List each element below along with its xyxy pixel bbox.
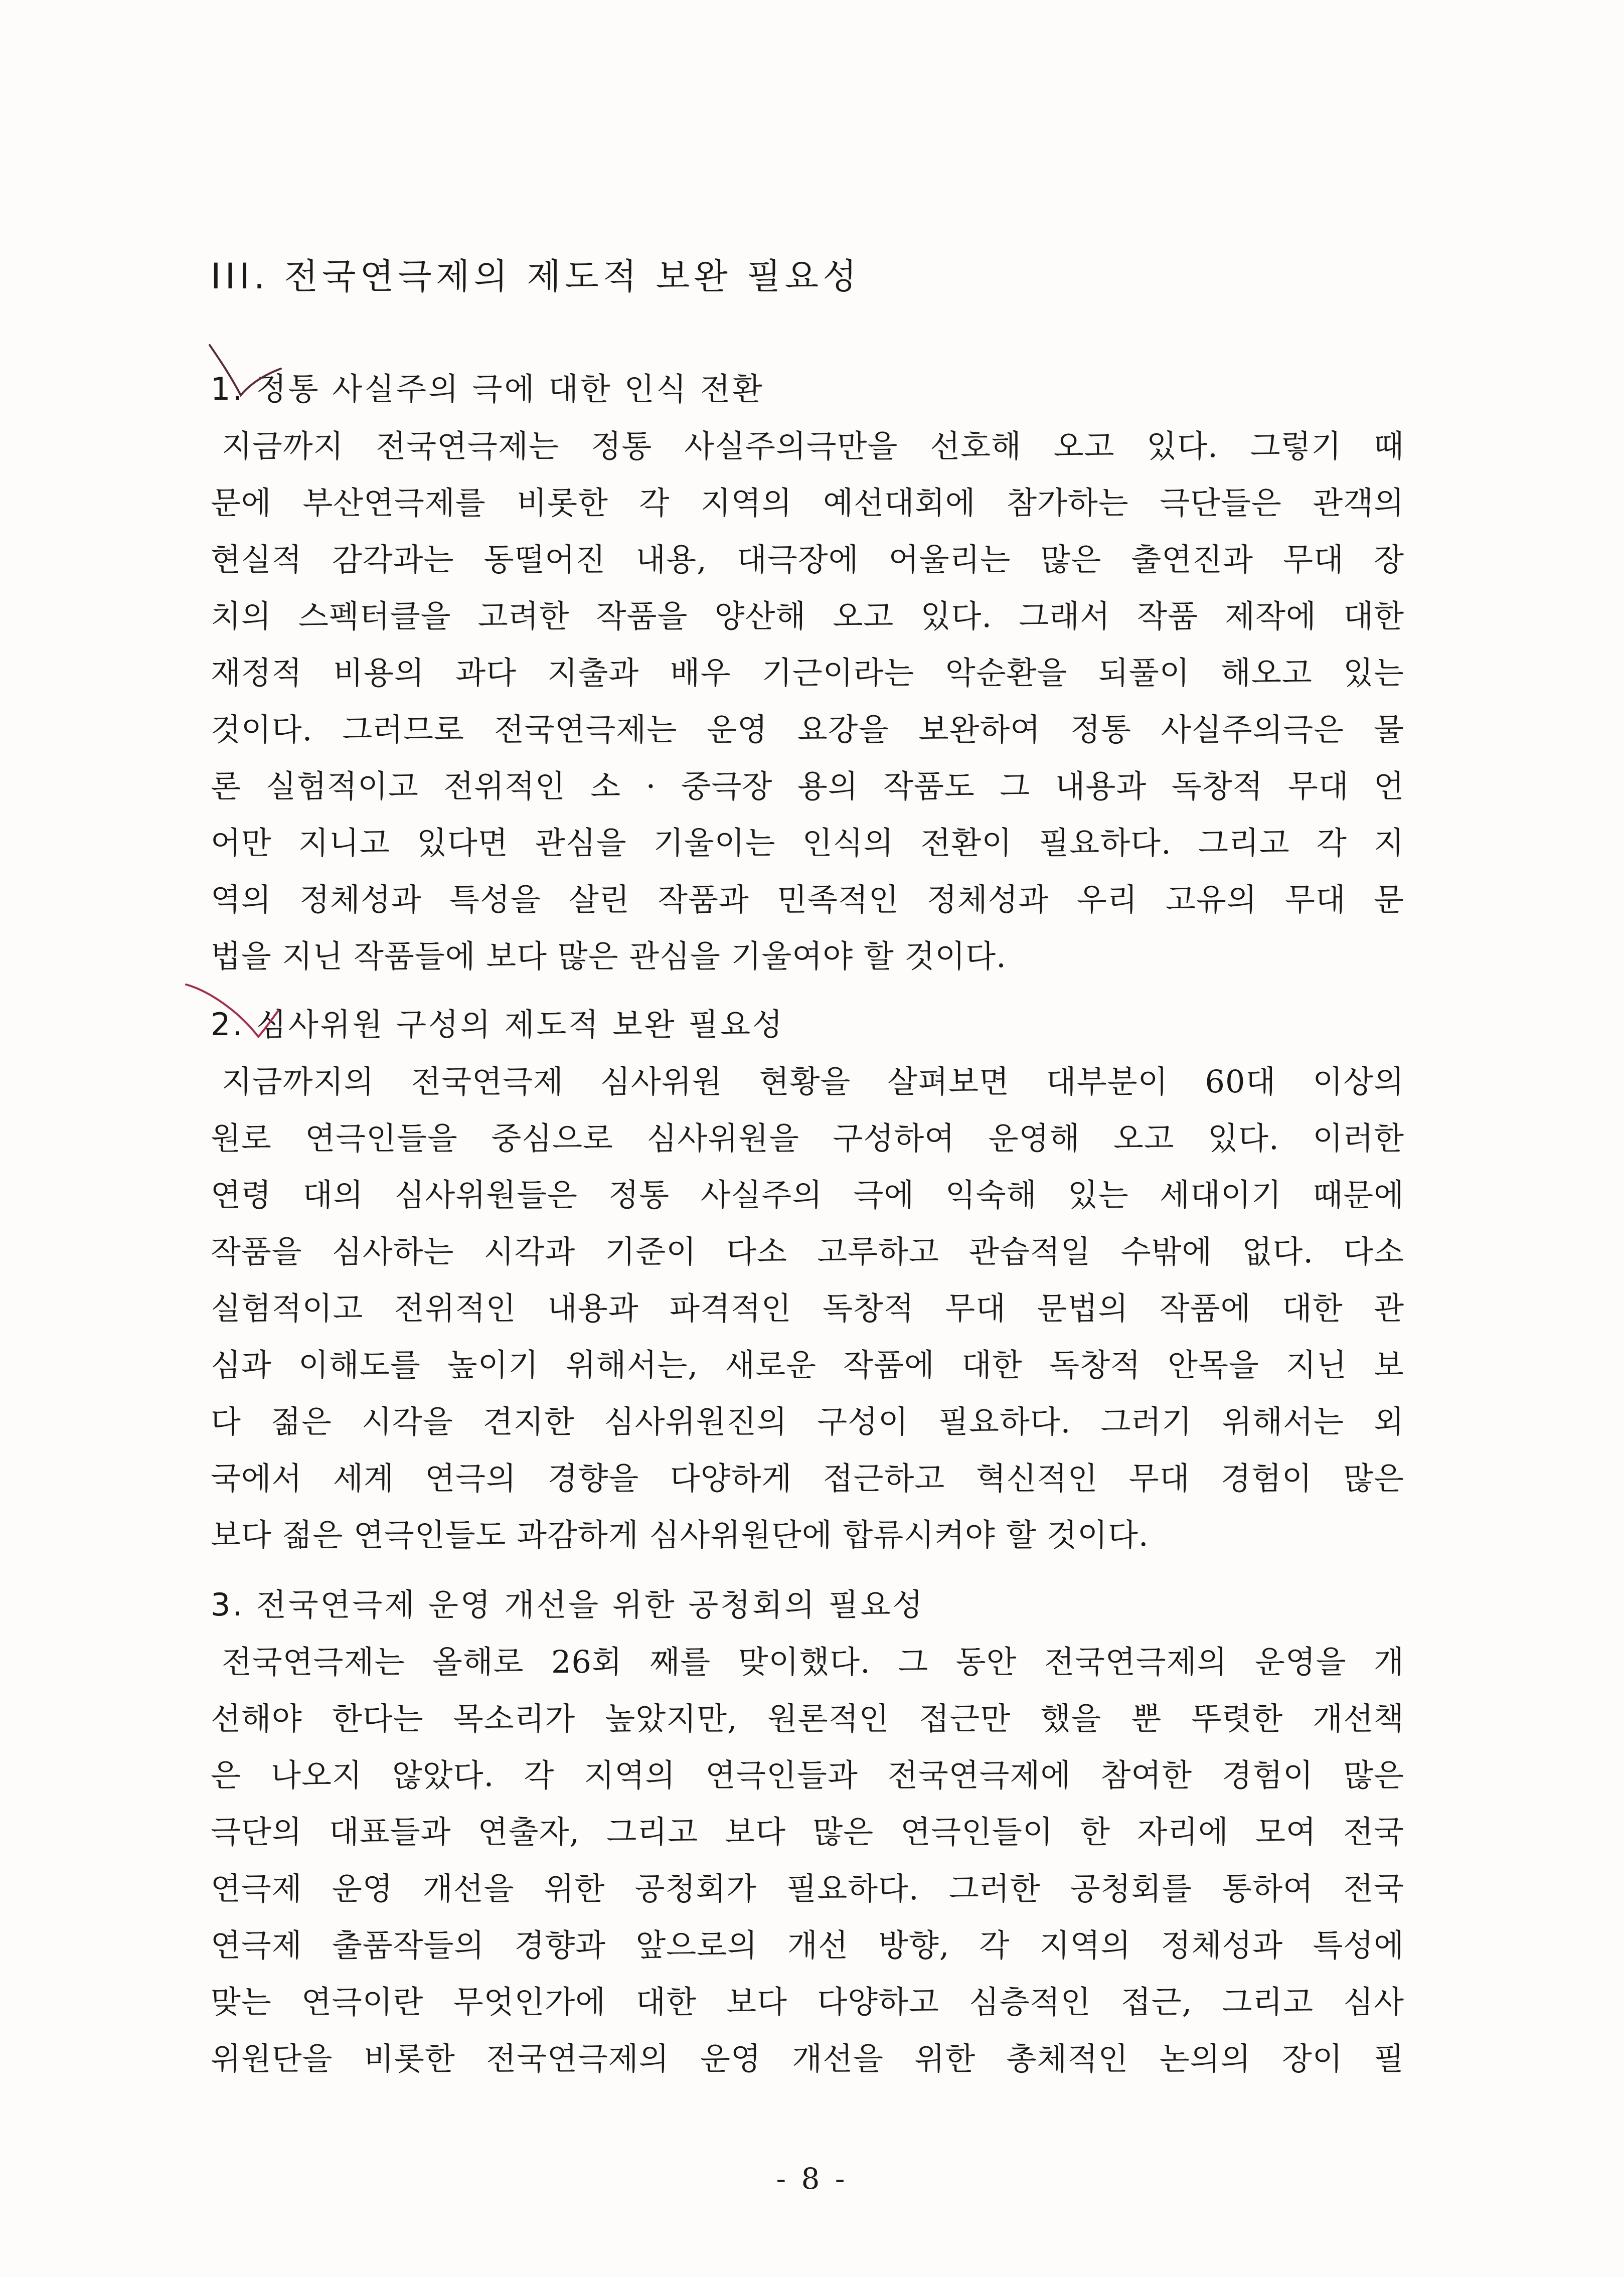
- section-3-line: 연극제 운영 개선을 위한 공청회가 필요하다. 그러한 공청회를 통하여 전국: [211, 1870, 1404, 1907]
- section-1-line: 어만 지니고 있다면 관심을 기울이는 인식의 전환이 필요하다. 그리고 각 지: [211, 825, 1404, 861]
- section-1-line: 지금까지 전국연극제는 정통 사실주의극만을 선호해 오고 있다. 그렇기 때: [222, 428, 1404, 464]
- section-2-line: 심과 이해도를 높이기 위해서는, 새로운 작품에 대한 독창적 안목을 지닌 보: [211, 1347, 1404, 1383]
- section-3-line: 극단의 대표들과 연출자, 그리고 보다 많은 연극인들이 한 자리에 모여 전국: [211, 1814, 1404, 1850]
- section-1-line: 문에 부산연극제를 비롯한 각 지역의 예선대회에 참가하는 극단들은 관객의: [211, 484, 1404, 521]
- section-3-line: 맞는 연극이란 무엇인가에 대한 보다 다양하고 심층적인 접근, 그리고 심사: [211, 1984, 1404, 2020]
- section-3-line: 선해야 한다는 목소리가 높았지만, 원론적인 접근만 했을 뿐 뚜렷한 개선책: [211, 1700, 1404, 1737]
- section-2-line: 보다 젊은 연극인들도 과감하게 심사위원단에 합류시켜야 할 것이다.: [211, 1517, 1149, 1553]
- section-2-line: 연령 대의 심사위원들은 정통 사실주의 극에 익숙해 있는 세대이기 때문에: [211, 1177, 1404, 1213]
- section-1-line: 재정적 비용의 과다 지출과 배우 기근이라는 악순환을 되풀이 해오고 있는: [211, 655, 1404, 691]
- pen-check-mark-icon: [183, 981, 283, 1046]
- section-2-heading: 2. 심사위원 구성의 제도적 보완 필요성: [211, 1006, 785, 1043]
- section-1-line: 치의 스펙터클을 고려한 작품을 양산해 오고 있다. 그래서 작품 제작에 대한: [211, 598, 1404, 634]
- section-3: [211, 1576, 1404, 2087]
- section-2-line: 실험적이고 전위적인 내용과 파격적인 독창적 무대 문법의 작품에 대한 관: [211, 1290, 1404, 1327]
- section-2: [211, 996, 1404, 1563]
- section-1-heading: 1. 정통 사실주의 극에 대한 인식 전환: [211, 371, 764, 407]
- section-3-line: 연극제 출품작들의 경향과 앞으로의 개선 방향, 각 지역의 정체성과 특성에: [211, 1927, 1404, 1964]
- section-1-line: 것이다. 그러므로 전국연극제는 운영 요강을 보완하여 정통 사실주의극은 물: [211, 711, 1404, 748]
- page-number: - 8 -: [776, 2162, 848, 2196]
- section-1-line: 론 실험적이고 전위적인 소 · 중극장 용의 작품도 그 내용과 독창적 무대 언: [211, 768, 1404, 804]
- section-2-line: 원로 연극인들을 중심으로 심사위원을 구성하여 운영해 오고 있다. 이러한: [211, 1120, 1404, 1157]
- section-3-line: 위원단을 비롯한 전국연극제의 운영 개선을 위한 총체적인 논의의 장이 필: [211, 2040, 1404, 2077]
- section-2-line: 다 젊은 시각을 견지한 심사위원진의 구성이 필요하다. 그러기 위해서는 외: [211, 1403, 1404, 1440]
- section-3-line: 전국연극제는 올해로 26회 째를 맞이했다. 그 동안 전국연극제의 운영을 개: [222, 1644, 1404, 1680]
- pen-check-mark-icon: [206, 341, 286, 411]
- section-1-line: 현실적 감각과는 동떨어진 내용, 대극장에 어울리는 많은 출연진과 무대 장: [211, 541, 1404, 578]
- section-3-line: 은 나오지 않았다. 각 지역의 연극인들과 전국연극제에 참여한 경험이 많은: [211, 1757, 1404, 1794]
- section-1: [211, 360, 1404, 985]
- section-2-line: 국에서 세계 연극의 경향을 다양하게 접근하고 혁신적인 무대 경험이 많은: [211, 1460, 1404, 1497]
- section-2-line: 지금까지의 전국연극제 심사위원 현황을 살펴보면 대부분이 60대 이상의: [222, 1063, 1404, 1100]
- section-2-line: 작품을 심사하는 시각과 기준이 다소 고루하고 관습적일 수밖에 없다. 다소: [211, 1233, 1404, 1270]
- section-3-heading: 3. 전국연극제 운영 개선을 위한 공청회의 필요성: [211, 1586, 925, 1623]
- section-1-line: 역의 정체성과 특성을 살린 작품과 민족적인 정체성과 우리 고유의 무대 문: [211, 881, 1404, 918]
- section-1-line: 법을 지닌 작품들에 보다 많은 관심을 기울여야 할 것이다.: [211, 938, 1007, 974]
- chapter-heading: III. 전국연극제의 제도적 보완 필요성: [211, 256, 861, 297]
